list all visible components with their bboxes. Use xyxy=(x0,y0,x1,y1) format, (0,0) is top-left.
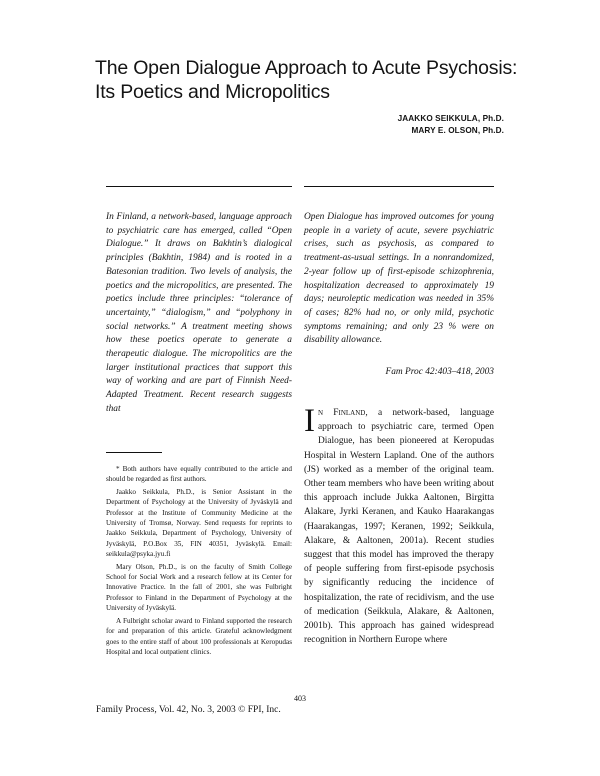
journal-footer: Family Process, Vol. 42, No. 3, 2003 © FPI, Inc. xyxy=(96,705,281,715)
footnote: Mary Olson, Ph.D., is on the faculty of Smith College School for Social Work and a research fellow at its Center for Innovative Practice. In the fall of 2001, she was Fulbright Professor to Finland in the Department of Psychology at the University of Jyväskylä. xyxy=(106,562,292,613)
article-title xyxy=(95,56,535,104)
author-block xyxy=(398,113,504,137)
abstract-left-column: In Finland, a network-based, language approach to psychiatric care has emerged, called “Open Dialogue.” It draws on Bakhtin’s dialogical principles (Bakhtin, 1984) and is rooted in a Batesonian tradition. Two levels of analysis, the poetics and the micropolitics, are presented. The poetics include three principles: “tolerance of uncertainty,” “dialogism,” and “polyphony in social networks.” A treatment meeting shows how these poetics operate to generate a therapeutic dialogue. The micropolitics are the larger institutional practices that support this way of working and are part of Finnish Need-Adapted Treatment. Recent research suggests that xyxy=(106,212,292,414)
drop-cap: I xyxy=(304,403,315,439)
author-name: JAAKKO SEIKKULA, Ph.D. xyxy=(397,114,504,123)
footnote: Jaakko Seikkula, Ph.D., is Senior Assistant in the Department of Psychology at the University of Jyväskylä and Professor at the Institute of Community Medicine at the University of Tromsø, Norway. Send requests for reprints to Jaakko Seikkula, Department of Psychology, University of Jyväskylä, P.O.Box 35, FIN 40351, Jyväskylä. Email: seikkula@psyka.jyu.fi xyxy=(106,487,292,559)
footnote: A Fulbright scholar award to Finland supported the research for and preparation of this article. Grateful acknowledgment goes to the entire staff of about 100 professionals at Keropudas Hospital and local outpatient clinics. xyxy=(106,616,292,656)
author-name: MARY E. OLSON, Ph.D. xyxy=(411,126,504,135)
footnotes xyxy=(106,464,292,659)
abstract-divider-right xyxy=(304,186,494,187)
journal-citation: Fam Proc 42:403–418, 2003 xyxy=(385,367,494,377)
title-line-1: The Open Dialogue Approach to Acute Psychosis: xyxy=(95,57,518,79)
footnote-divider xyxy=(106,452,162,453)
opening-smallcaps: n Finland xyxy=(318,408,366,418)
page-number: 403 xyxy=(294,694,306,703)
title-line-2: Its Poetics and Micropolitics xyxy=(95,81,330,103)
footnote: * Both authors have equally contributed to the article and should be regarded as first authors. xyxy=(106,465,292,484)
abstract-divider-left xyxy=(106,186,292,187)
abstract-right-column: Open Dialogue has improved outcomes for young people in a variety of acute, severe psychiatric crises, such as psychosis, as compared to treatment-as-usual settings. In a nonrandomized, 2-year follow up of first-episode schizophrenia, hospitalization decreased to approximately 19 days; neuroleptic medication was needed in 35% of cases; 82% had no, or only mild, psychotic symptoms remaining; and only 23 % were on disability allowance. xyxy=(304,212,494,346)
body-text-column xyxy=(304,403,494,647)
body-paragraph: , a network-based, language approach to psychiatric care, termed Open Dialogue, has been pioneered at Keropudas Hospital in Western Lapland. One of the authors (JS) worked as a member of the original team. Other team members who have been writing about this approach include Jukka Aaltonen, Birgitta Alakare, Jyrki Keranen, and Kauko Haarakangas (Haarakangas, 1997; Keranen, 1992; Seikkula, Alakare, & Aaltonen, 2001a). Recent studies suggest that this model has improved the therapy of people suffering from first-episode psychosis by significantly reducing the incidence of hospitalization, the rate of recidivism, and the use of medication (Seikkula, Alakare, & Aaltonen, 2001b). This approach has gained widespread recognition in Northern Europe where xyxy=(304,408,494,646)
